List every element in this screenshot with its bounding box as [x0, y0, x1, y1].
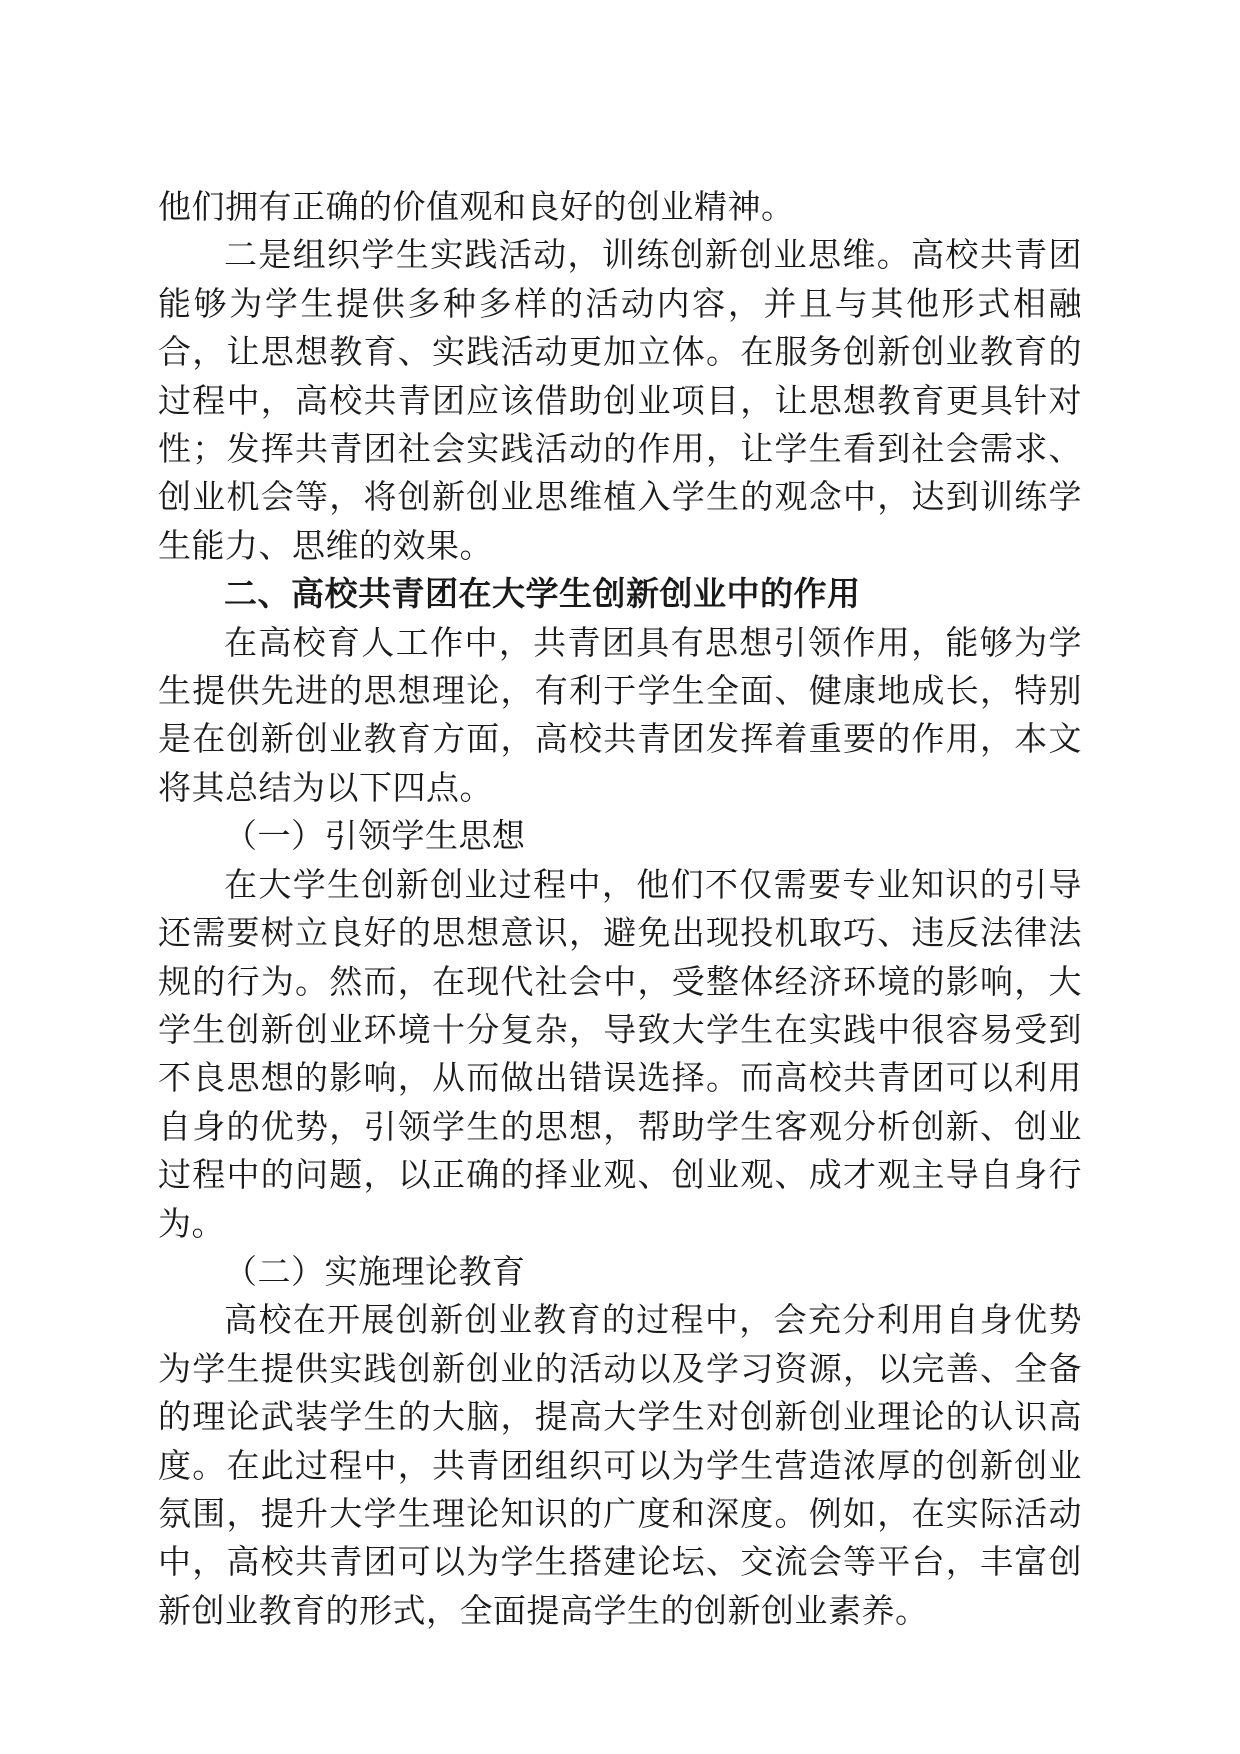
paragraph-practice-activities: 二是组织学生实践活动，训练创新创业思维。高校共青团能够为学生提供多种多样的活动内容，并且与其他形式相融合，让思想教育、实践活动更加立体。在服务创新创业教育的过程中，高校共青团应该借助创业项目，让思想教育更具针对性；发挥共青团社会实践活动的作用，让学生看到社会需求、创业机会等，将创新创业思维植入学生的观念中，达到训练学生能力、思维的效果。 [158, 235, 1082, 565]
sub-heading-guide-thought: （一）引领学生思想 [224, 816, 526, 856]
section-heading: 二、高校共青团在大学生创新创业中的作用 [224, 574, 861, 614]
paragraph-continuation: 他们拥有正确的价值观和良好的创业精神。 [158, 187, 795, 226]
paragraph-section-intro: 在高校育人工作中，共青团具有思想引领作用，能够为学生提供先进的思想理论，有利于学生全面、健康地成长，特别是在创新创业教育方面，高校共青团发挥着重要的作用，本文将其总结为以下四点。 [158, 622, 1082, 807]
paragraph-guide-thought: 在大学生创新创业过程中，他们不仅需要专业知识的引导还需要树立良好的思想意识，避免出现投机取巧、违反法律法规的行为。然而，在现代社会中，受整体经济环境的影响，大学生创新创业环境十分复杂，导致大学生在实践中很容易受到不良思想的影响，从而做出错误选择。而高校共青团可以利用自身的优势，引领学生的思想，帮助学生客观分析创新、创业过程中的问题，以正确的择业观、创业观、成才观主导自身行为。 [158, 864, 1082, 1243]
sub-heading-theory-education: （二）实施理论教育 [224, 1251, 526, 1291]
paragraph-theory-education: 高校在开展创新创业教育的过程中，会充分利用自身优势为学生提供实践创新创业的活动以及学习资源，以完善、全备的理论武装学生的大脑，提高大学生对创新创业理论的认识高度。在此过程中，共青团组织可以为学生营造浓厚的创新创业氛围，提升大学生理论知识的广度和深度。例如，在实际活动中，高校共青团可以为学生搭建论坛、交流会等平台，丰富创新创业教育的形式，全面提高学生的创新创业素养。 [158, 1300, 1082, 1630]
document-body [158, 183, 1082, 1635]
